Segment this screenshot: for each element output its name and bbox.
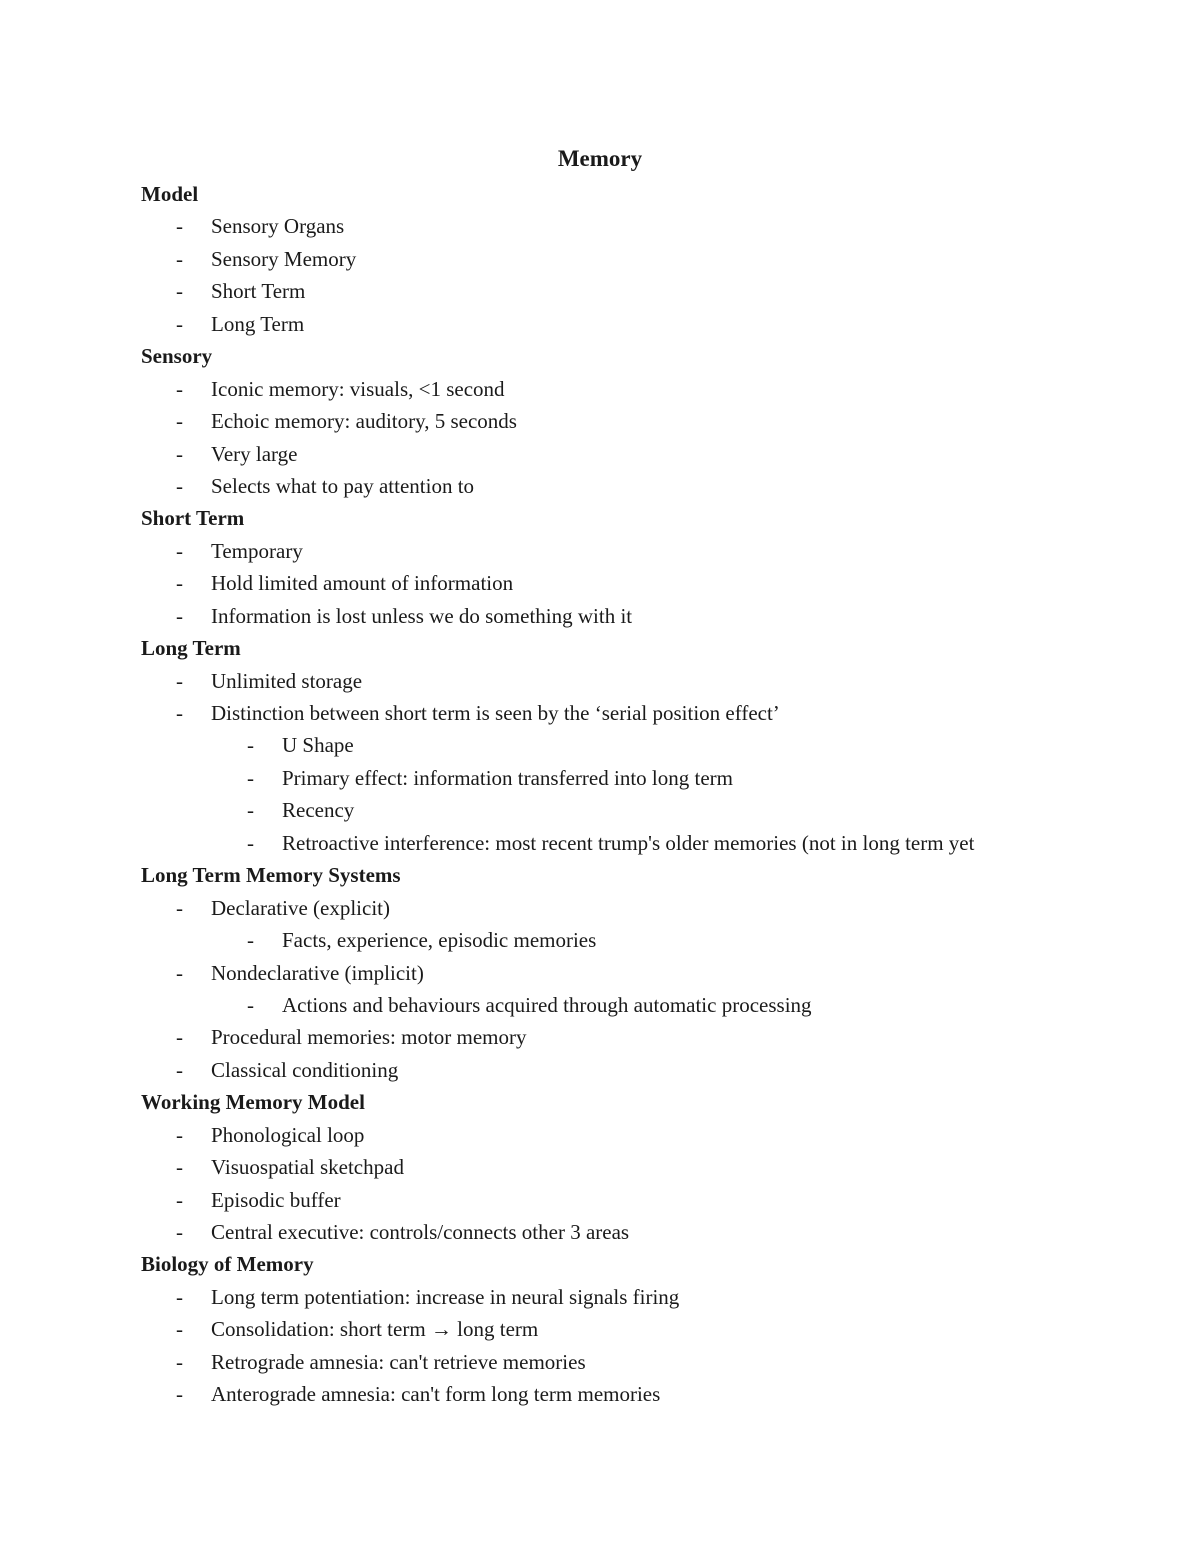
bullet-text: Retrograde amnesia: can't retrieve memories: [211, 1349, 586, 1374]
section-heading: Working Memory Model: [141, 1090, 365, 1115]
bullet-text: Phonological loop: [211, 1122, 365, 1147]
sub-bullet-item: [141, 762, 1141, 794]
bullet-dash: -: [176, 409, 183, 434]
bullet-text: Long Term: [211, 311, 305, 336]
bullet-item: [141, 535, 1141, 567]
bullet-item: [141, 1184, 1141, 1216]
section-heading: Sensory: [141, 344, 213, 369]
bullet-item: [141, 373, 1141, 405]
bullet-item: [141, 438, 1141, 470]
bullet-dash: -: [176, 1025, 183, 1050]
bullet-text: Temporary: [211, 538, 303, 563]
bullet-dash: -: [176, 1284, 183, 1309]
bullet-dash: -: [176, 895, 183, 920]
bullet-dash: -: [176, 473, 183, 498]
bullet-text: Short Term: [211, 279, 306, 304]
sub-bullet-item: [141, 989, 1141, 1021]
bullet-text: Long term potentiation: increase in neural signals firing: [211, 1284, 680, 1309]
bullet-dash: -: [176, 279, 183, 304]
bullet-text: Recency: [282, 798, 355, 823]
bullet-dash: -: [176, 538, 183, 563]
bullet-item: [141, 470, 1141, 502]
bullet-item: [141, 1151, 1141, 1183]
bullet-item: [141, 243, 1141, 275]
bullet-text: Actions and behaviours acquired through automatic processing: [282, 992, 812, 1017]
bullet-item: [141, 892, 1141, 924]
bullet-text: U Shape: [282, 733, 354, 758]
section-heading: Long Term: [141, 636, 241, 661]
bullet-dash: -: [247, 992, 254, 1017]
bullet-text: Echoic memory: auditory, 5 seconds: [211, 409, 517, 434]
bullet-item: [141, 275, 1141, 307]
bullet-item: [141, 1313, 1141, 1345]
bullet-text: Classical conditioning: [211, 1057, 399, 1082]
bullet-dash: -: [247, 798, 254, 823]
bullet-text: Procedural memories: motor memory: [211, 1025, 527, 1050]
bullet-item: [141, 567, 1141, 599]
section-heading: Short Term: [141, 506, 245, 531]
bullet-dash: -: [247, 928, 254, 953]
section-heading: Model: [141, 182, 199, 206]
bullet-dash: -: [176, 376, 183, 401]
sub-bullet-item: [141, 924, 1141, 956]
bullet-dash: -: [176, 701, 183, 725]
bullet-item: [141, 665, 1141, 697]
notes-section: [141, 1248, 1141, 1410]
bullet-dash: -: [176, 1155, 183, 1180]
bullet-item: [141, 1346, 1141, 1378]
bullet-dash: -: [176, 1220, 183, 1244]
bullet-dash: -: [176, 1122, 183, 1147]
bullet-item: [141, 210, 1141, 242]
section-heading: Long Term Memory Systems: [141, 863, 401, 888]
notes-section: [141, 632, 1141, 859]
bullet-text: Iconic memory: visuals, <1 second: [211, 376, 505, 401]
bullet-item: [141, 1378, 1141, 1410]
bullet-item: [141, 957, 1141, 989]
bullet-text: Unlimited storage: [211, 668, 363, 693]
bullet-item: [141, 697, 1141, 729]
notes-section: [141, 178, 1141, 340]
bullet-text: Nondeclarative (implicit): [211, 960, 424, 985]
bullet-dash: -: [247, 765, 254, 790]
bullet-text: Anterograde amnesia: can't form long term memories: [211, 1382, 661, 1407]
sub-bullet-item: [141, 794, 1141, 826]
bullet-text: Episodic buffer: [211, 1187, 341, 1212]
bullet-dash: -: [176, 214, 183, 239]
bullet-dash: -: [247, 733, 254, 758]
bullet-item: [141, 600, 1141, 632]
bullet-item: [141, 1054, 1141, 1086]
bullet-dash: -: [176, 960, 183, 985]
bullet-dash: -: [176, 1317, 183, 1342]
section-heading: Biology of Memory: [141, 1252, 314, 1277]
bullet-text: Sensory Organs: [211, 214, 345, 239]
notes-section: [141, 340, 1141, 502]
bullet-dash: -: [176, 571, 183, 596]
page-title: Memory: [557, 146, 643, 171]
bullet-item: [141, 1021, 1141, 1053]
bullet-dash: -: [176, 1187, 183, 1212]
bullet-item: [141, 1216, 1141, 1248]
bullet-dash: -: [176, 668, 183, 693]
bullet-text: Visuospatial sketchpad: [211, 1155, 404, 1180]
bullet-text: Facts, experience, episodic memories: [282, 928, 597, 953]
bullet-dash: -: [176, 246, 183, 271]
bullet-item: [141, 405, 1141, 437]
bullet-dash: -: [176, 1057, 183, 1082]
bullet-text: Sensory Memory: [211, 246, 357, 271]
bullet-text: Consolidation: short term → long term: [211, 1317, 539, 1342]
bullet-text: Information is lost unless we do something with it: [211, 603, 633, 628]
bullet-text: Primary effect: information transferred into long term: [282, 765, 733, 790]
bullet-text: Central executive: controls/connects other 3 areas: [211, 1220, 630, 1244]
bullet-item: [141, 1119, 1141, 1151]
bullet-item: [141, 1281, 1141, 1313]
bullet-dash: -: [176, 603, 183, 628]
bullet-dash: -: [176, 1349, 183, 1374]
sub-bullet-item: [141, 827, 1141, 859]
bullet-text: Very large: [211, 441, 298, 466]
notes-section: [141, 859, 1141, 1086]
bullet-dash: -: [176, 1382, 183, 1407]
bullet-text: Selects what to pay attention to: [211, 473, 475, 498]
bullet-dash: -: [176, 311, 183, 336]
bullet-dash: -: [176, 441, 183, 466]
notes-section: [141, 1086, 1141, 1248]
bullet-text: Declarative (explicit): [211, 895, 390, 920]
bullet-text: Distinction between short term is seen by the ‘serial position effect’: [211, 701, 780, 725]
bullet-text: Retroactive interference: most recent trump's older memories (not in long term yet: [282, 830, 975, 855]
bullet-text: Hold limited amount of information: [211, 571, 514, 596]
notes-body: [141, 178, 1141, 1411]
bullet-item: [141, 308, 1141, 340]
bullet-dash: -: [247, 830, 254, 855]
notes-section: [141, 502, 1141, 632]
sub-bullet-item: [141, 729, 1141, 761]
